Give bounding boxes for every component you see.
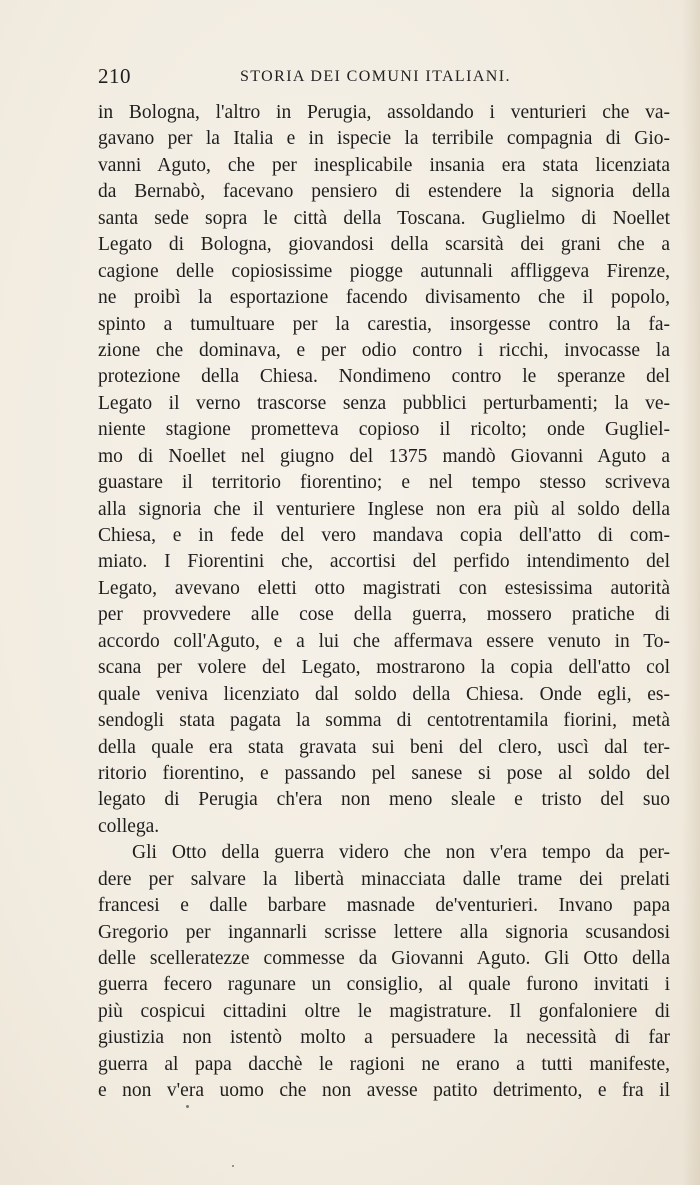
- text-line: delle scelleratezze commesse da Giovanni Aguto. Gli Otto della: [98, 948, 670, 969]
- text-line: miato. I Fiorentini che, accortisi del perfido intendimento del: [98, 551, 670, 573]
- text-line: da Bernabò, facevano pensiero di estendere la signoria della: [98, 181, 670, 203]
- text-line: per provvedere alle cose della guerra, mossero pratiche di: [98, 604, 670, 626]
- text-line: francesi e dalle barbare masnade de'venturieri. Invano papa: [98, 895, 670, 917]
- text-line: in Bologna, l'altro in Perugia, assoldando i venturieri che va-: [98, 102, 670, 123]
- text-line: e non v'era uomo che non avesse patito detrimento, e fra il: [98, 1080, 670, 1102]
- text-line: Chiesa, e in fede del vero mandava copia dell'atto di com-: [98, 525, 670, 546]
- text-line: dere per salvare la libertà minacciata dalle trame dei prelati: [98, 868, 670, 890]
- text-line: guerra fecero ragunare un consiglio, al quale furono invitati i: [98, 974, 670, 996]
- text-line: gavano per la Italia e in ispecie la terribile compagnia di Gio-: [98, 128, 670, 150]
- text-line: della quale era stata gravata sui beni del clero, uscì dal ter-: [98, 736, 670, 758]
- text-line-paragraph-start: Gli Otto della guerra videro che non v'era tempo da per-: [132, 842, 670, 864]
- text-line: santa sede sopra le città della Toscana. Guglielmo di Noellet: [98, 207, 670, 229]
- paper-speck: [186, 1105, 189, 1108]
- text-line: spinto a tumultuare per la carestia, insorgesse contro la fa-: [98, 313, 670, 335]
- text-line: giustizia non istentò molto a persuadere la necessità di far: [98, 1027, 670, 1049]
- text-line: zione che dominava, e per odio contro i ricchi, invocasse la: [98, 339, 670, 361]
- text-line: alla signoria che il venturiere Inglese non era più al soldo della: [98, 498, 670, 520]
- page-edge-shadow: [682, 0, 700, 1185]
- text-line: ne proibì la esportazione facendo divisamento che il popolo,: [98, 287, 670, 309]
- body-text: [98, 100, 670, 1105]
- running-head: STORIA DEI COMUNI ITALIANI.: [240, 68, 511, 85]
- text-line: accordo coll'Aguto, e a lui che affermava essere venuto in To-: [98, 630, 670, 652]
- text-line: collega.: [98, 815, 160, 837]
- text-line: quale veniva licenziato dal soldo della Chiesa. Onde egli, es-: [98, 683, 670, 705]
- text-line: guerra al papa dacchè le ragioni ne erano a tutti manifeste,: [98, 1053, 670, 1075]
- page-number: 210: [98, 64, 131, 88]
- text-line: vanni Aguto, che per inesplicabile insania era stata licenziata: [98, 154, 670, 176]
- text-line: guastare il territorio fiorentino; e nel tempo stesso scriveva: [98, 472, 670, 494]
- text-line: Legato il verno trascorse senza pubblici perturbamenti; la ve-: [98, 392, 670, 414]
- text-line: Legato, avevano eletti otto magistrati con estesissima autorità: [98, 577, 670, 599]
- text-line: più cospicui cittadini oltre le magistrature. Il gonfaloniere di: [98, 1000, 670, 1022]
- paper-speck: [232, 1165, 234, 1167]
- page-header: [98, 64, 668, 94]
- text-line: scana per volere del Legato, mostrarono la copia dell'atto col: [98, 657, 670, 679]
- text-line: legato di Perugia ch'era non meno sleale e tristo del suo: [98, 789, 670, 811]
- text-line: niente stagione prometteva copioso il ricolto; onde Gugliel-: [98, 419, 670, 441]
- text-line: cagione delle copiosissime piogge autunnali affliggeva Firenze,: [98, 260, 670, 282]
- text-line: Gregorio per ingannarli scrisse lettere alla signoria scusandosi: [98, 921, 670, 943]
- text-line: Legato di Bologna, giovandosi della scarsità dei grani che a: [98, 234, 670, 256]
- text-line: sendogli stata pagata la somma di centotrentamila fiorini, metà: [98, 710, 670, 732]
- text-line: protezione della Chiesa. Nondimeno contro le speranze del: [98, 366, 670, 388]
- text-line: mo di Noellet nel giugno del 1375 mandò Giovanni Aguto a: [98, 445, 670, 467]
- text-line: ritorio fiorentino, e passando pel sanese si pose al soldo del: [98, 762, 670, 784]
